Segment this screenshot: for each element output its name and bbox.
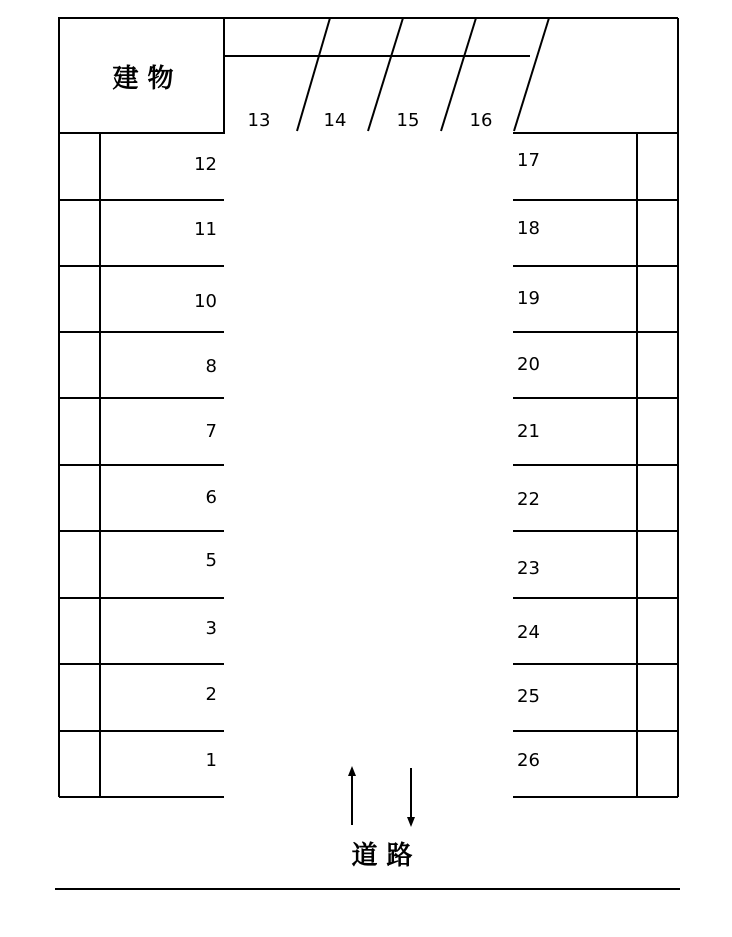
- space-number-left: 10: [194, 291, 217, 312]
- space-number-top: 13: [247, 110, 271, 131]
- arrow-up-icon: [348, 766, 356, 776]
- space-number-left: 2: [205, 684, 217, 705]
- top-divider: [514, 18, 549, 131]
- space-number-right: 25: [517, 686, 540, 707]
- arrow-down-icon: [407, 817, 415, 827]
- space-number-top: 16: [469, 110, 493, 131]
- space-number-right: 24: [517, 622, 540, 643]
- space-number-left: 3: [205, 618, 217, 639]
- space-number-right: 20: [517, 354, 540, 375]
- space-number-left: 12: [194, 154, 217, 175]
- space-number-top: 14: [323, 110, 347, 131]
- space-number-left: 5: [205, 550, 217, 571]
- space-number-left: 7: [205, 421, 217, 442]
- space-number-right: 22: [517, 489, 540, 510]
- space-number-left: 11: [194, 219, 217, 240]
- space-number-left: 1: [205, 750, 217, 771]
- road-label: 道 路: [351, 841, 413, 871]
- building-label: 建 物: [112, 64, 174, 94]
- space-number-left: 6: [205, 487, 217, 508]
- space-number-right: 21: [517, 421, 540, 442]
- space-number-right: 23: [517, 558, 540, 579]
- space-number-right: 26: [517, 750, 540, 771]
- space-number-right: 18: [517, 218, 540, 239]
- space-number-left: 8: [205, 356, 217, 377]
- space-number-right: 19: [517, 288, 540, 309]
- space-number-top: 15: [396, 110, 420, 131]
- space-number-right: 17: [517, 150, 540, 171]
